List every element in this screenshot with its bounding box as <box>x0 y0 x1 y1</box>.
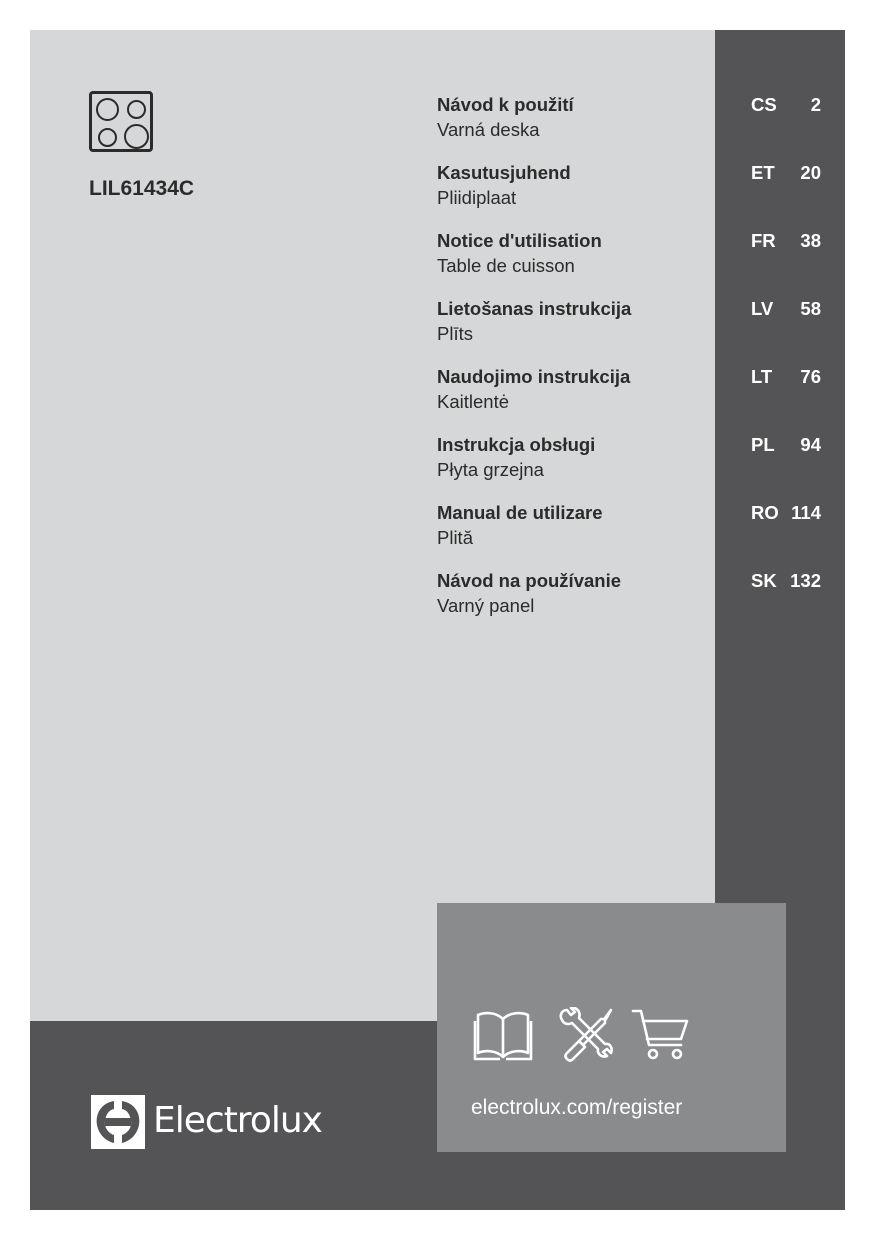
language-entry[interactable] <box>437 162 827 230</box>
cooktop-4-zones-icon <box>89 91 153 152</box>
register-url[interactable]: electrolux.com/register <box>471 1096 683 1119</box>
page-number: 58 <box>800 298 821 319</box>
language-entry-subtitle: Pliidiplaat <box>437 187 517 208</box>
language-entry[interactable] <box>437 366 827 434</box>
language-entry-title: Instrukcja obsługi <box>437 434 596 455</box>
language-entry-subtitle: Varná deska <box>437 119 540 140</box>
language-code: PL <box>751 434 775 455</box>
language-entry-subtitle: Plită <box>437 527 473 548</box>
register-panel[interactable] <box>437 903 786 1152</box>
language-entry-title: Kasutusjuhend <box>437 162 571 183</box>
language-entry[interactable] <box>437 230 827 298</box>
language-entry-title: Návod na používanie <box>437 570 622 591</box>
open-book-icon <box>473 1007 533 1063</box>
language-code: RO <box>751 502 779 523</box>
language-entry[interactable] <box>437 570 827 638</box>
language-code: LV <box>751 298 774 319</box>
language-entry-subtitle: Kaitlentė <box>437 391 509 412</box>
page-number: 38 <box>800 230 821 251</box>
page-number: 2 <box>810 94 821 115</box>
language-entry[interactable] <box>437 94 827 162</box>
tools-icon <box>557 1007 613 1063</box>
electrolux-logo-icon <box>91 1095 145 1149</box>
shopping-cart-icon <box>631 1007 691 1063</box>
language-code: ET <box>751 162 775 183</box>
brand-name: Electrolux <box>153 1100 322 1141</box>
language-entry[interactable] <box>437 298 827 366</box>
model-number: LIL61434C <box>89 177 195 200</box>
language-entry[interactable] <box>437 434 827 502</box>
language-list <box>437 94 827 638</box>
page-number: 94 <box>800 434 821 455</box>
language-code: SK <box>751 570 777 591</box>
language-entry-title: Manual de utilizare <box>437 502 603 523</box>
language-code: FR <box>751 230 776 251</box>
language-entry-title: Naudojimo instrukcija <box>437 366 631 387</box>
language-entry-subtitle: Varný panel <box>437 595 535 616</box>
language-entry-title: Návod k použití <box>437 94 574 115</box>
language-entry[interactable] <box>437 502 827 570</box>
language-entry-title: Lietošanas instrukcija <box>437 298 632 319</box>
page-number: 76 <box>800 366 821 387</box>
language-entry-subtitle: Płyta grzejna <box>437 459 544 480</box>
language-entry-subtitle: Plīts <box>437 323 473 344</box>
language-code: CS <box>751 94 777 115</box>
language-entry-title: Notice d'utilisation <box>437 230 602 251</box>
language-entry-subtitle: Table de cuisson <box>437 255 575 276</box>
page-number: 20 <box>800 162 821 183</box>
page-number: 132 <box>790 570 821 591</box>
page-number: 114 <box>791 502 821 523</box>
language-code: LT <box>751 366 773 387</box>
